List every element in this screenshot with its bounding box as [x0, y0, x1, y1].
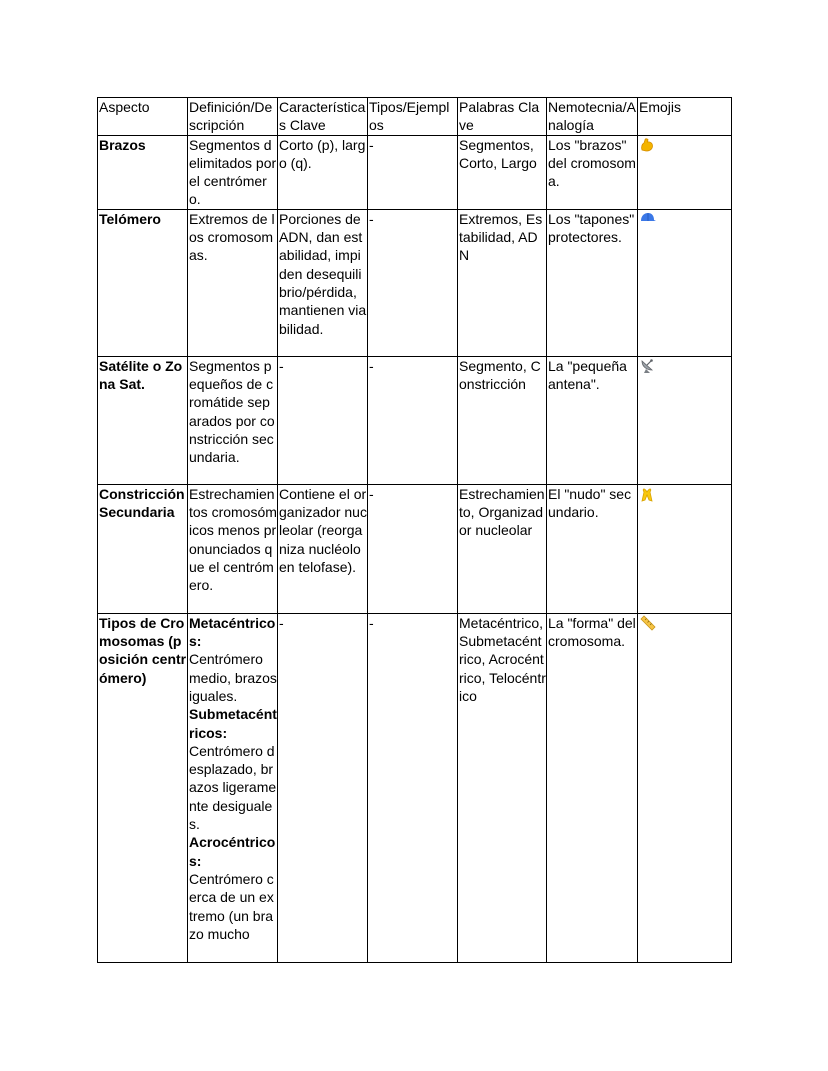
type-description: Centrómero cerca de un extremo (un brazo mucho [189, 870, 274, 942]
flexed-biceps-icon [639, 137, 655, 153]
characteristics-cell: - [278, 613, 368, 962]
emoji-cell [638, 484, 732, 613]
mnemonic-cell: La "forma" del cromosoma. [547, 613, 638, 962]
emoji-cell [638, 356, 732, 484]
types-cell: - [368, 209, 458, 356]
type-label: Acrocéntricos: [189, 834, 276, 869]
table-row [98, 356, 732, 484]
emoji-cell [638, 209, 732, 356]
header-definition: Definición/Descripción [188, 98, 278, 136]
mnemonic-cell: Los "brazos" del cromosoma. [547, 135, 638, 209]
header-mnemonic: Nemotecnia/Analogía [548, 99, 636, 134]
aspect-cell: Tipos de Cromosomas (posición centrómero) [98, 613, 188, 962]
satellite-antenna-icon [639, 358, 657, 374]
summary-table [97, 97, 732, 963]
header-types: Tipos/Ejemplos [368, 98, 458, 136]
header-keywords: Palabras Clave [458, 98, 547, 136]
mnemonic-cell: La "pequeña antena". [547, 356, 638, 484]
table-row [98, 613, 732, 962]
keywords-cell: Estrechamiento, Organizador nucleolar [458, 484, 547, 613]
header-characteristics: Características Clave [278, 98, 368, 136]
header-aspect: Aspecto [98, 98, 188, 136]
definition-cell: Segmentos pequeños de cromátide separados por constricción secundaria. [188, 356, 278, 484]
type-description: Centrómero medio, brazos iguales. [189, 651, 277, 704]
characteristics-cell: Corto (p), largo (q). [278, 135, 368, 209]
types-cell: - [368, 135, 458, 209]
type-label: Metacéntricos: [189, 614, 276, 650]
characteristics-cell: - [278, 356, 368, 484]
keywords-cell: Metacéntrico, Submetacéntrico, Acrocéntrico, Telocéntrico [458, 613, 547, 962]
header-emojis: Emojis [638, 98, 732, 136]
table-row [98, 484, 732, 613]
yellow-ribbon-icon [639, 486, 655, 502]
characteristics-cell: Contiene el organizador nucleolar (reorganiza nucléolo en telofase). [278, 484, 368, 613]
types-cell: - [368, 484, 458, 613]
keywords-cell: Segmentos, Corto, Largo [458, 135, 547, 209]
emoji-cell [638, 135, 732, 209]
aspect-cell: Satélite o Zona Sat. [98, 356, 188, 484]
table-row [98, 135, 732, 209]
type-description: Centrómero desplazado, brazos ligeramente desiguales. [189, 742, 277, 833]
ruler-icon [639, 615, 657, 631]
definition-cell: Estrechamientos cromosómicos menos pronunciados que el centrómero. [188, 484, 278, 613]
definition-cell: Segmentos delimitados por el centrómero. [189, 136, 277, 208]
type-label: Submetacéntricos: [189, 706, 277, 741]
characteristics-cell: Porciones de ADN, dan estabilidad, impiden desequilibrio/pérdida, mantienen viabilidad. [278, 209, 368, 356]
keywords-cell: Segmento, Constricción [458, 356, 547, 484]
mnemonic-cell: El "nudo" secundario. [547, 484, 638, 613]
emoji-cell [638, 613, 732, 962]
types-cell: - [368, 613, 458, 962]
blue-cap-icon [639, 211, 657, 225]
header-row [98, 98, 732, 136]
aspect-cell: Constricción Secundaria [98, 484, 188, 613]
mnemonic-cell: Los "tapones" protectores. [547, 209, 638, 356]
aspect-cell: Telómero [98, 209, 188, 356]
definition-cell [188, 613, 278, 962]
table-row [98, 209, 732, 356]
definition-cell: Extremos de los cromosomas. [188, 209, 278, 356]
types-cell: - [368, 356, 458, 484]
keywords-cell: Extremos, Estabilidad, ADN [458, 209, 547, 356]
aspect-cell: Brazos [98, 135, 188, 209]
